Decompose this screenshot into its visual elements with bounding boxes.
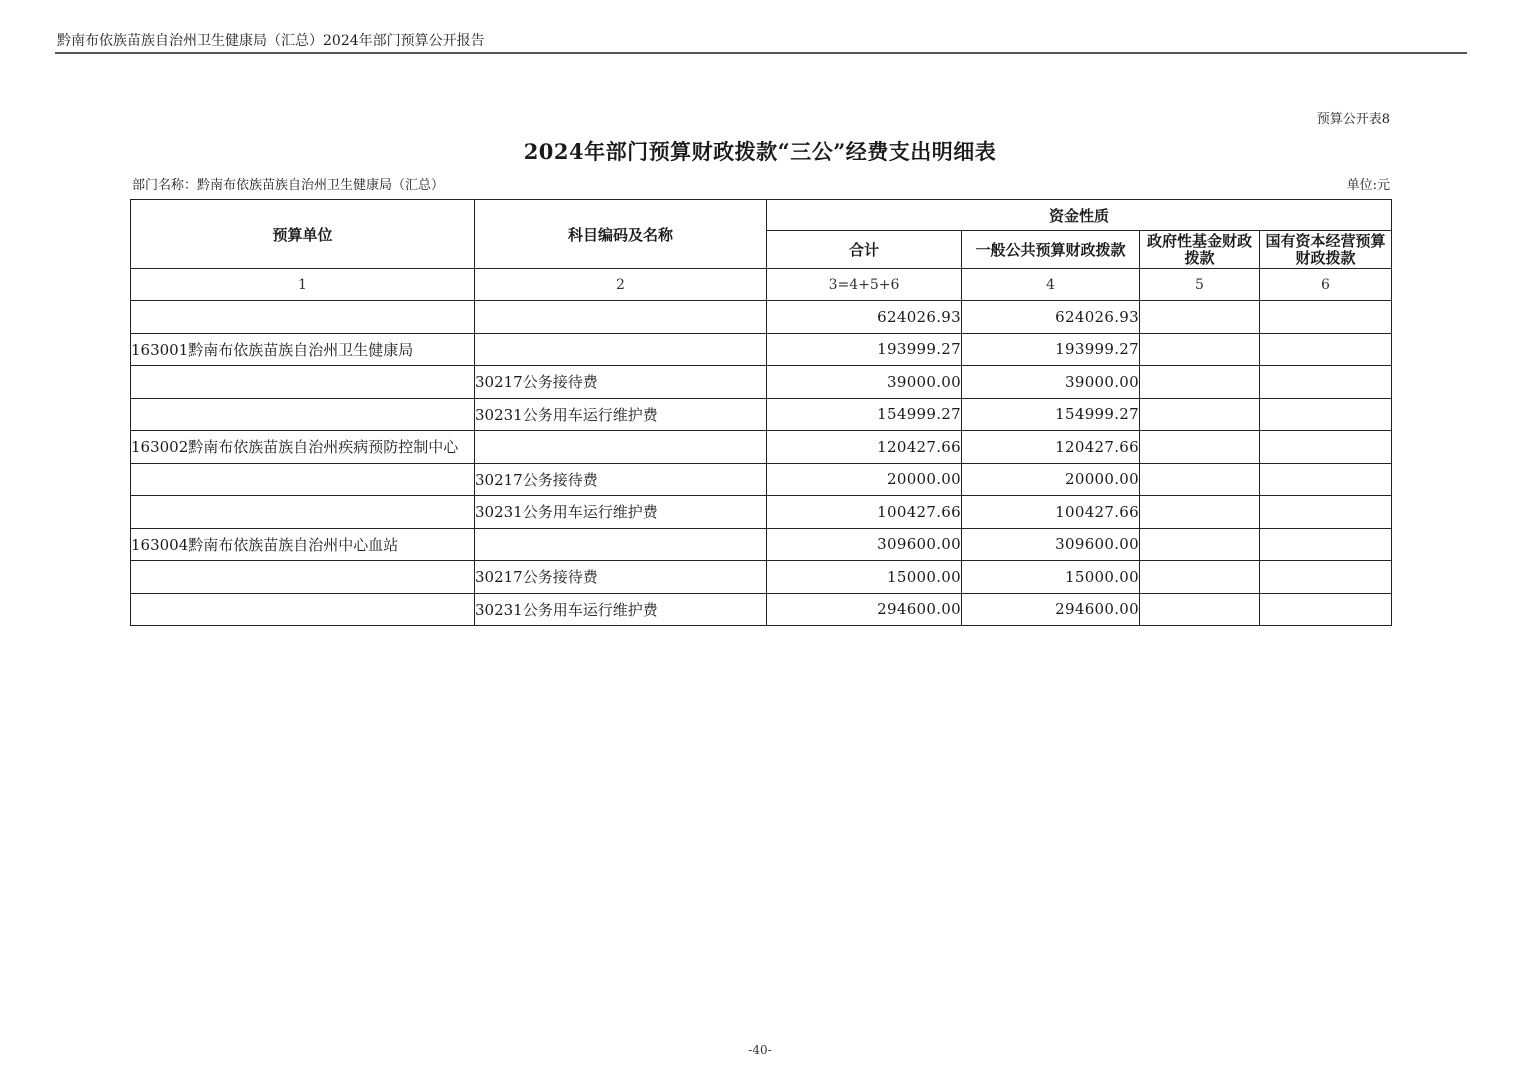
budget-unit-cell: [131, 398, 475, 431]
table-row: [131, 528, 1392, 561]
gov-fund-amount-cell: [1140, 431, 1260, 464]
gov-fund-amount-cell: [1140, 463, 1260, 496]
header-divider: [55, 52, 1467, 54]
general-public-amount-cell: 294600.00: [962, 593, 1140, 626]
total-amount-cell: 309600.00: [767, 528, 962, 561]
gov-fund-amount-cell: [1140, 561, 1260, 594]
col-header-total: 合计: [767, 231, 962, 269]
gov-fund-amount-cell: [1140, 398, 1260, 431]
subject-cell: 30231公务用车运行维护费: [475, 496, 767, 529]
subject-cell: [475, 301, 767, 334]
total-amount-cell: 294600.00: [767, 593, 962, 626]
budget-unit-cell: [131, 463, 475, 496]
col-header-subject: 科目编码及名称: [475, 200, 767, 269]
col-header-state-capital: 国有资本经营预算财政拨款: [1260, 231, 1392, 269]
state-capital-amount-cell: [1260, 301, 1392, 334]
general-public-amount-cell: 154999.27: [962, 398, 1140, 431]
subject-cell: 30217公务接待费: [475, 561, 767, 594]
total-amount-cell: 193999.27: [767, 333, 962, 366]
gov-fund-amount-cell: [1140, 301, 1260, 334]
state-capital-amount-cell: [1260, 496, 1392, 529]
col-header-gov-fund: 政府性基金财政拨款: [1140, 231, 1260, 269]
general-public-amount-cell: 309600.00: [962, 528, 1140, 561]
budget-unit-cell: 163002黔南布依族苗族自治州疾病预防控制中心: [131, 431, 475, 464]
gov-fund-amount-cell: [1140, 333, 1260, 366]
subject-cell: 30217公务接待费: [475, 463, 767, 496]
department-name: 部门名称：黔南布依族苗族自治州卫生健康局（汇总）: [132, 178, 445, 193]
table-row: [131, 496, 1392, 529]
subject-cell: [475, 431, 767, 464]
table-title: 2024年部门预算财政拨款“三公”经费支出明细表: [523, 139, 997, 164]
state-capital-amount-cell: [1260, 561, 1392, 594]
table-row: [131, 561, 1392, 594]
general-public-amount-cell: 100427.66: [962, 496, 1140, 529]
general-public-amount-cell: 20000.00: [962, 463, 1140, 496]
budget-unit-cell: 163004黔南布依族苗族自治州中心血站: [131, 528, 475, 561]
budget-unit-cell: 163001黔南布依族苗族自治州卫生健康局: [131, 333, 475, 366]
three-public-expense-table: [130, 199, 1392, 626]
total-amount-cell: 15000.00: [767, 561, 962, 594]
total-amount-cell: 20000.00: [767, 463, 962, 496]
col-header-general-public: 一般公共预算财政拨款: [962, 231, 1140, 269]
general-public-amount-cell: 193999.27: [962, 333, 1140, 366]
index-cell: 6: [1260, 269, 1392, 301]
total-amount-cell: 39000.00: [767, 366, 962, 399]
state-capital-amount-cell: [1260, 431, 1392, 464]
general-public-amount-cell: 624026.93: [962, 301, 1140, 334]
table-row: [131, 333, 1392, 366]
state-capital-amount-cell: [1260, 366, 1392, 399]
index-cell: 5: [1140, 269, 1260, 301]
index-cell: 1: [131, 269, 475, 301]
table-row: [131, 593, 1392, 626]
table-row: [131, 366, 1392, 399]
column-index-row: [131, 269, 1392, 301]
general-public-amount-cell: 39000.00: [962, 366, 1140, 399]
budget-unit-cell: [131, 496, 475, 529]
gov-fund-amount-cell: [1140, 528, 1260, 561]
running-header-title: 黔南布依族苗族自治州卫生健康局（汇总）2024年部门预算公开报告: [57, 33, 485, 49]
budget-unit-cell: [131, 593, 475, 626]
gov-fund-amount-cell: [1140, 593, 1260, 626]
col-header-fund-nature: 资金性质: [767, 200, 1392, 231]
index-cell: 2: [475, 269, 767, 301]
table-row: [131, 301, 1392, 334]
total-amount-cell: 120427.66: [767, 431, 962, 464]
table-code: 预算公开表8: [1316, 112, 1390, 127]
page-number: -40-: [748, 1043, 772, 1057]
general-public-amount-cell: 15000.00: [962, 561, 1140, 594]
subject-cell: [475, 528, 767, 561]
gov-fund-amount-cell: [1140, 366, 1260, 399]
budget-unit-cell: [131, 366, 475, 399]
subject-cell: 30231公务用车运行维护费: [475, 398, 767, 431]
gov-fund-amount-cell: [1140, 496, 1260, 529]
total-amount-cell: 154999.27: [767, 398, 962, 431]
subject-cell: [475, 333, 767, 366]
general-public-amount-cell: 120427.66: [962, 431, 1140, 464]
table-row: [131, 463, 1392, 496]
index-cell: 4: [962, 269, 1140, 301]
col-header-budget-unit: 预算单位: [131, 200, 475, 269]
total-amount-cell: 624026.93: [767, 301, 962, 334]
state-capital-amount-cell: [1260, 593, 1392, 626]
table-row: [131, 431, 1392, 464]
subject-cell: 30217公务接待费: [475, 366, 767, 399]
currency-unit: 单位:元: [1346, 178, 1390, 193]
state-capital-amount-cell: [1260, 333, 1392, 366]
subject-cell: 30231公务用车运行维护费: [475, 593, 767, 626]
state-capital-amount-cell: [1260, 398, 1392, 431]
total-amount-cell: 100427.66: [767, 496, 962, 529]
state-capital-amount-cell: [1260, 463, 1392, 496]
table-row: [131, 398, 1392, 431]
state-capital-amount-cell: [1260, 528, 1392, 561]
index-cell: 3=4+5+6: [767, 269, 962, 301]
budget-unit-cell: [131, 561, 475, 594]
budget-unit-cell: [131, 301, 475, 334]
